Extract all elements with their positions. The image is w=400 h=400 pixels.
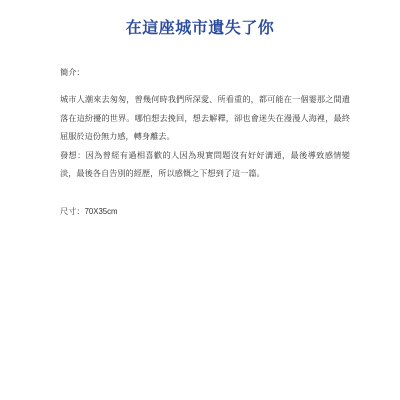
size-value: 70X35cm (84, 206, 118, 216)
document-body (60, 66, 350, 226)
intro-label: 簡介： (60, 67, 85, 77)
size-line (60, 205, 350, 218)
inspiration-paragraph: 發想：因為曾經有過相喜歡的人因為現實問題沒有好好溝通，最後導致感情變淡，最後各自告別的經歷，所以感慨之下想到了這一篇。 (60, 149, 350, 178)
size-label: 尺寸： (60, 205, 85, 216)
intro-paragraph: 城市人潮來去匆匆，曾幾何時我們所深愛、所看重的，都可能在一個霎那之間遺落在這紛擾的世界。哪怕想去挽回，想去解釋，卻也會迷失在漫漫人海裡，最終屈服於這份無力感，轉身離去。 (60, 94, 350, 141)
document-title: 在這座城市遺失了你 (125, 18, 275, 37)
